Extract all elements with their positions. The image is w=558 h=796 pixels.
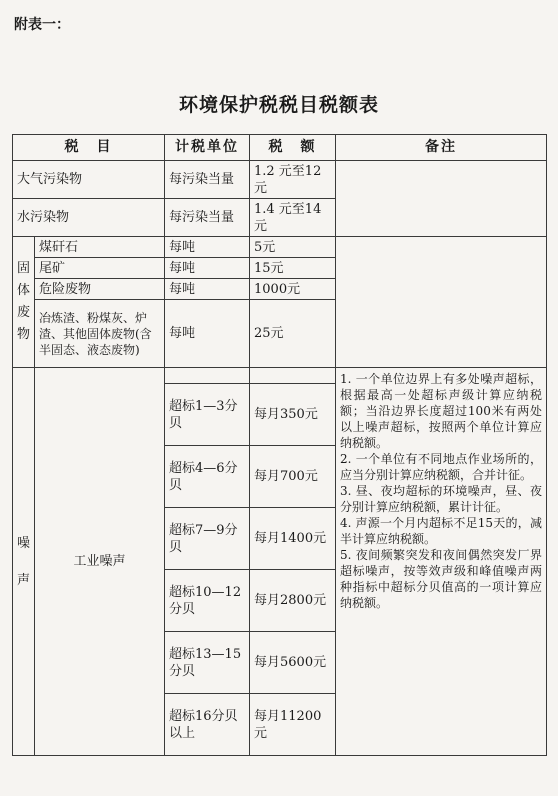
noise-unit: 超标4—6分贝 bbox=[165, 446, 250, 508]
header-amount: 税 额 bbox=[250, 135, 336, 161]
noise-amount: 每月1400元 bbox=[250, 508, 336, 570]
solid-amount: 15元 bbox=[250, 258, 336, 279]
solid-waste-char: 废 bbox=[16, 305, 30, 320]
table-header-row bbox=[13, 135, 547, 161]
solid-waste-category bbox=[13, 237, 35, 368]
note-item: 4. 声源一个月内超标不足15天的，减半计算应纳税额。 bbox=[340, 516, 542, 546]
header-item: 税 目 bbox=[13, 135, 165, 161]
solid-unit: 每吨 bbox=[165, 258, 250, 279]
solid-amount: 5元 bbox=[250, 237, 336, 258]
note-empty-solid bbox=[336, 237, 547, 368]
air-amount: 1.2 元至12元 bbox=[250, 161, 336, 199]
noise-char: 声 bbox=[16, 572, 30, 588]
noise-unit: 超标13—15分贝 bbox=[165, 632, 250, 694]
noise-amount: 每月350元 bbox=[250, 384, 336, 446]
note-empty-top bbox=[336, 161, 547, 237]
noise-amount: 每月2800元 bbox=[250, 570, 336, 632]
solid-unit: 每吨 bbox=[165, 279, 250, 300]
noise-amount: 每月11200元 bbox=[250, 694, 336, 756]
table-row bbox=[13, 237, 547, 258]
table-row bbox=[13, 161, 547, 199]
noise-notes bbox=[336, 368, 547, 756]
solid-item: 尾矿 bbox=[35, 258, 165, 279]
noise-unit: 超标16分贝以上 bbox=[165, 694, 250, 756]
solid-waste-char: 体 bbox=[16, 283, 30, 298]
tax-rate-table bbox=[12, 134, 547, 756]
note-item: 1. 一个单位边界上有多处噪声超标，根据最高一处超标声级计算应纳税额；当沿边界长度超过100米有两处以上噪声超标，按照两个单位计算应纳税额。 bbox=[340, 372, 542, 450]
noise-subcategory: 工业噪声 bbox=[35, 368, 165, 756]
solid-item: 冶炼渣、粉煤灰、炉渣、其他固体废物(含半固态、液态废物) bbox=[35, 300, 165, 368]
note-item: 2. 一个单位有不同地点作业场所的，应当分别计算应纳税额，合并计征。 bbox=[340, 452, 542, 482]
noise-unit: 超标10—12分贝 bbox=[165, 570, 250, 632]
noise-category bbox=[13, 368, 35, 756]
table-row bbox=[13, 368, 547, 384]
note-item: 5. 夜间频繁突发和夜间偶然突发厂界超标噪声，按等效声级和峰值噪声两种指标中超标分贝值高的一项计算应纳税额。 bbox=[340, 548, 542, 610]
noise-spacer-unit bbox=[165, 368, 250, 384]
noise-char: 噪 bbox=[16, 535, 30, 551]
solid-unit: 每吨 bbox=[165, 237, 250, 258]
water-item: 水污染物 bbox=[13, 199, 165, 237]
solid-amount: 25元 bbox=[250, 300, 336, 368]
header-unit: 计税单位 bbox=[165, 135, 250, 161]
water-unit: 每污染当量 bbox=[165, 199, 250, 237]
note-item: 3. 昼、夜均超标的环境噪声，昼、夜分别计算应纳税额，累计计征。 bbox=[340, 484, 542, 514]
air-unit: 每污染当量 bbox=[165, 161, 250, 199]
air-item: 大气污染物 bbox=[13, 161, 165, 199]
header-note: 备注 bbox=[336, 135, 547, 161]
solid-item: 煤矸石 bbox=[35, 237, 165, 258]
noise-spacer-amount bbox=[250, 368, 336, 384]
attachment-label: 附表一： bbox=[14, 17, 70, 33]
page-title: 环境保护税税目税额表 bbox=[178, 94, 379, 116]
noise-unit: 超标1—3分贝 bbox=[165, 384, 250, 446]
noise-amount: 每月700元 bbox=[250, 446, 336, 508]
solid-item: 危险废物 bbox=[35, 279, 165, 300]
noise-unit: 超标7—9分贝 bbox=[165, 508, 250, 570]
solid-amount: 1000元 bbox=[250, 279, 336, 300]
water-amount: 1.4 元至14元 bbox=[250, 199, 336, 237]
solid-unit: 每吨 bbox=[165, 300, 250, 368]
solid-waste-char: 固 bbox=[16, 261, 30, 276]
noise-amount: 每月5600元 bbox=[250, 632, 336, 694]
solid-waste-char: 物 bbox=[16, 327, 30, 342]
